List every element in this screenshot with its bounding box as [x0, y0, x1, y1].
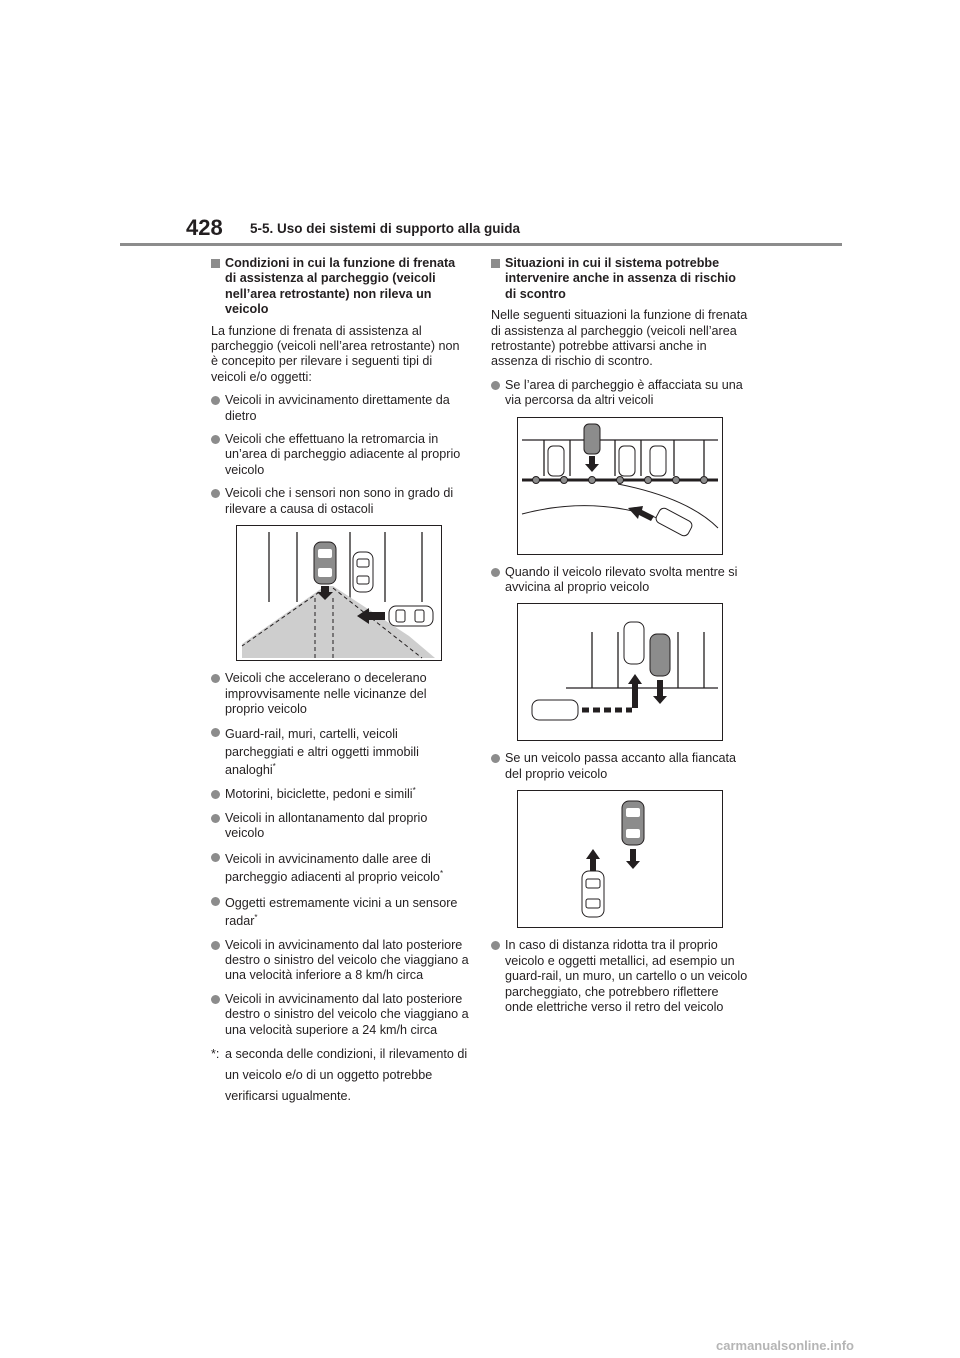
list-item: Veicoli che i sensori non sono in grado di rilevare a causa di ostacoli [211, 486, 469, 517]
bullet-dot-icon [491, 941, 500, 950]
list-item: Se l’area di parcheggio è affacciata su una via percorsa da altri veicoli [491, 378, 749, 409]
page-number: 428 [186, 215, 223, 240]
right-heading: Situazioni in cui il sistema potrebbe intervenire anche in assenza di rischio di scontro [491, 256, 749, 302]
list-item: Veicoli in avvicinamento dal lato posteriore destro o sinistro del veicolo che viaggiano a una velocità inferiore a 8 km/h circa [211, 938, 469, 984]
bullet-dot-icon [491, 381, 500, 390]
bullet-dot-icon [211, 790, 220, 799]
square-bullet-icon [211, 259, 220, 268]
bullet-dot-icon [211, 674, 220, 683]
list-item: Veicoli che accelerano o decelerano improvvisamente nelle vicinanze del proprio veicolo [211, 671, 469, 717]
bullet-dot-icon [211, 728, 220, 737]
list-item: Veicoli in allontanamento dal proprio veicolo [211, 811, 469, 842]
list-item: Veicoli in avvicinamento dal lato posteriore destro o sinistro del veicolo che viaggiano a una velocità superiore a 24 km/h circa [211, 992, 469, 1038]
figure-turning-vehicle [517, 603, 723, 741]
right-column [491, 256, 749, 1023]
bullet-dot-icon [211, 435, 220, 444]
list-item: Oggetti estremamente vicini a un sensore radar* [211, 894, 469, 930]
list-item: In caso di distanza ridotta tra il proprio veicolo e oggetti metallici, ad esempio un guard-rail, un muro, un cartello o un veicolo parcheggiato, che potrebbero riflettere onde elettriche verso il retro del veicolo [491, 938, 749, 1015]
header-rule [120, 243, 842, 246]
watermark: carmanualsonline.info [716, 1338, 854, 1353]
list-item: Veicoli in avvicinamento direttamente da dietro [211, 393, 469, 424]
asterisk-mark: * [412, 786, 416, 796]
bullet-dot-icon [211, 396, 220, 405]
asterisk-mark: * [439, 868, 444, 878]
bullet-dot-icon [211, 489, 220, 498]
parked-car-icon [353, 552, 373, 592]
left-intro: La funzione di frenata di assistenza al parcheggio (veicoli nell’area retrostante) non è concepito per rilevare i seguenti tipi di veicoli e/o oggetti: [211, 323, 460, 384]
asterisk-mark: * [254, 912, 258, 922]
bullet-dot-icon [211, 995, 220, 1004]
left-column [211, 256, 469, 1107]
list-item: Quando il veicolo rilevato svolta mentre si avvicina al proprio veicolo [491, 565, 749, 596]
figure-passing-vehicle [517, 790, 723, 928]
bullet-dot-icon [491, 754, 500, 763]
bullet-dot-icon [211, 897, 220, 906]
square-bullet-icon [491, 259, 500, 268]
bullet-dot-icon [491, 568, 500, 577]
section-title: 5-5. Uso dei sistemi di supporto alla guida [250, 221, 521, 236]
footnote-mark: *: [211, 1046, 220, 1061]
list-item: Veicoli in avvicinamento dalle aree di parcheggio adiacenti al proprio veicolo* [211, 850, 469, 886]
footnote: *: a seconda delle condizioni, il rilevamento di un veicolo e/o di un oggetto potrebbe verificarsi ugualmente. [211, 1044, 469, 1107]
list-item: Veicoli che effettuano la retromarcia in un’area di parcheggio adiacente al proprio veicolo [211, 432, 469, 478]
asterisk-mark: * [272, 762, 276, 772]
bullet-dot-icon [211, 814, 220, 823]
bullet-dot-icon [211, 853, 220, 862]
figure-road-parking [517, 417, 723, 555]
crossing-car-icon [389, 606, 433, 626]
list-item: Motorini, biciclette, pedoni e simili* [211, 787, 469, 802]
bullet-dot-icon [211, 941, 220, 950]
own-car-icon [314, 542, 336, 584]
list-item: Guard-rail, muri, cartelli, veicoli parcheggiati e altri oggetti immobili analoghi* [211, 725, 469, 779]
left-heading: Condizioni in cui la funzione di frenata di assistenza al parcheggio (veicoli nell’area retrostante) non rileva un veicolo [211, 256, 469, 318]
list-item: Se un veicolo passa accanto alla fiancata del proprio veicolo [491, 751, 749, 782]
figure-obstacle-parking [236, 525, 442, 661]
right-intro: Nelle seguenti situazioni la funzione di frenata di assistenza al parcheggio (veicoli nell’area retrostante) potrebbe attivarsi anche in assenza di rischio di scontro. [491, 308, 748, 369]
